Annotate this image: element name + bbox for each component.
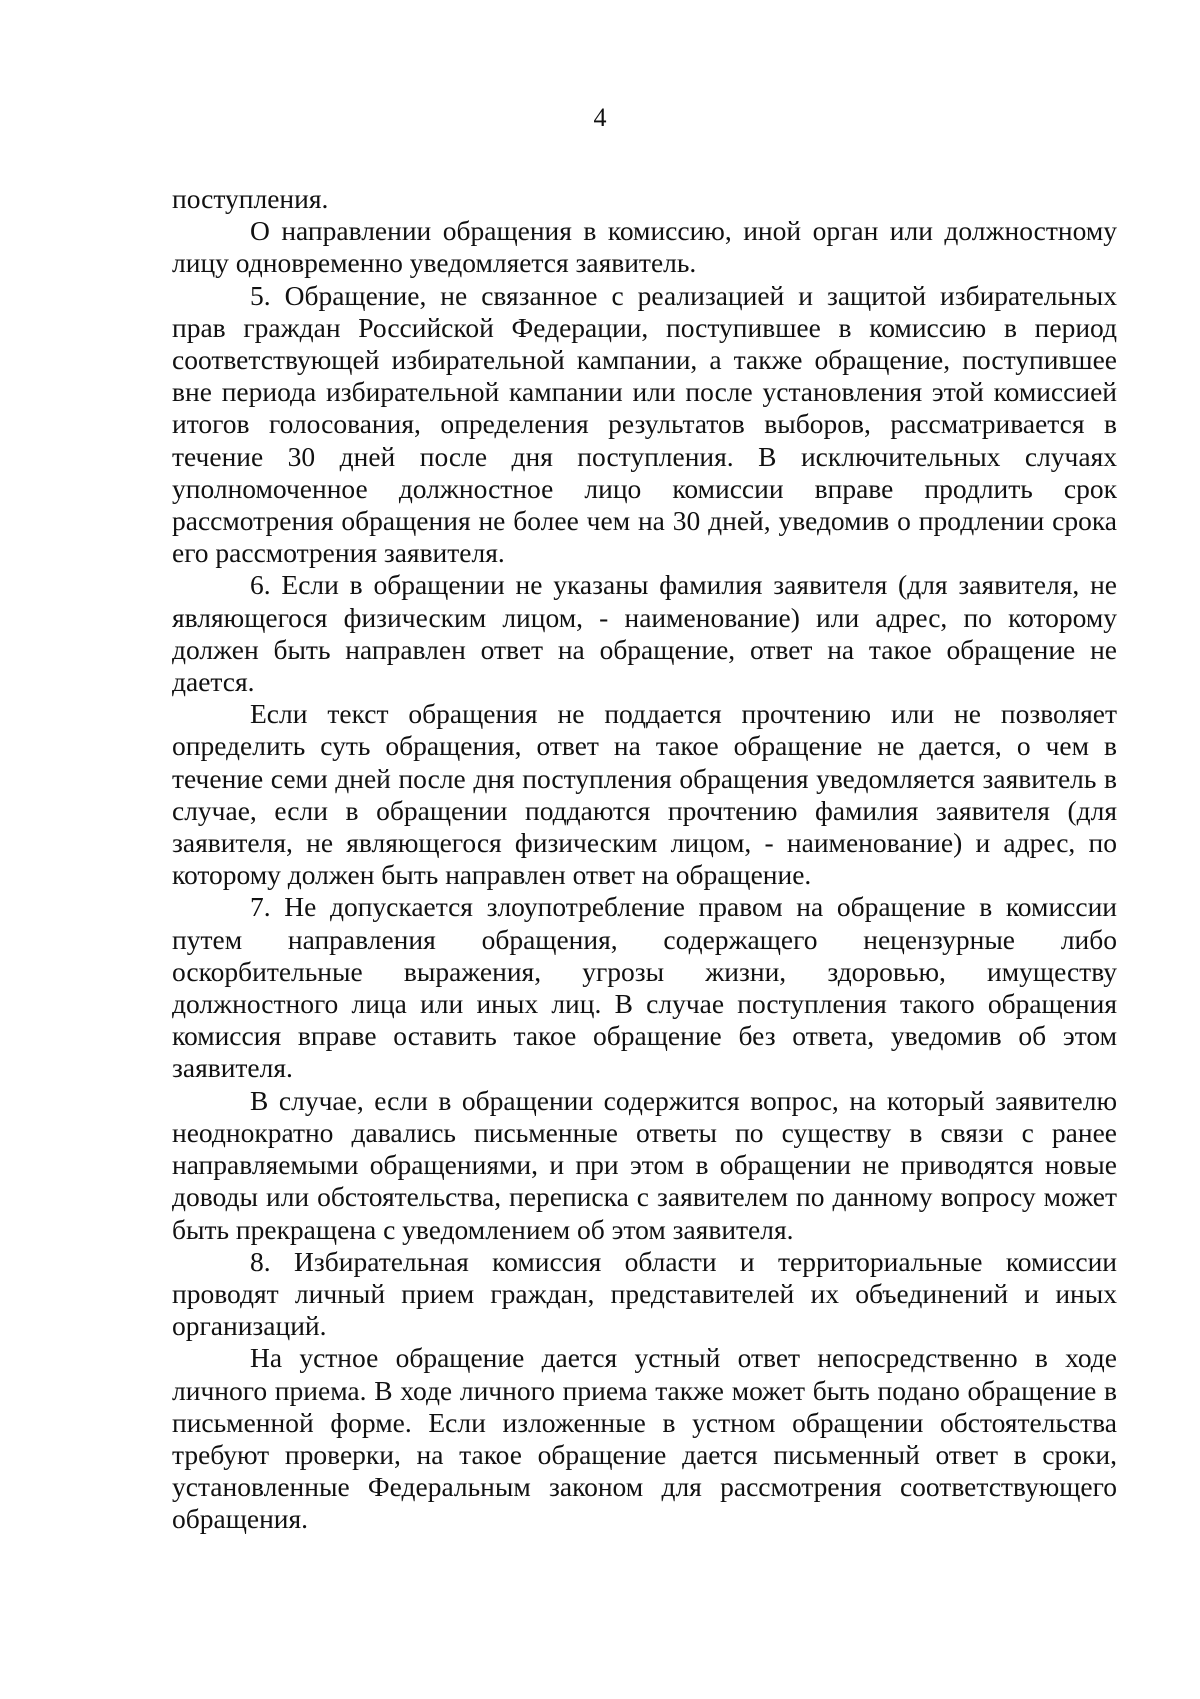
paragraph-9: На устное обращение дается устный ответ непосредственно в ходе личного приема. В ходе личного приема также может быть подано обращение в письменной форме. Если изложенные в устном обращении обстоятельства требуют проверки, на такое обращение дается письменный ответ в сроки, установленные Федеральным законом для рассмотрения соответствующего обращения.: [172, 1342, 1117, 1535]
paragraph-5: Если текст обращения не поддается прочтению или не позволяет определить суть обращения, ответ на такое обращение не дается, о чем в течение семи дней после дня поступления обращения уведомляется заявитель в случае, если в обращении поддаются прочтению фамилия заявителя (для заявителя, не являющегося физическим лицом, - наименование) и адрес, по которому должен быть направлен ответ на обращение.: [172, 698, 1117, 891]
paragraph-1: поступления.: [172, 183, 329, 214]
document-body: [172, 183, 1117, 1536]
page-number: 4: [593, 103, 607, 132]
paragraph-6: 7. Не допускается злоупотребление правом на обращение в комиссии путем направления обращения, содержащего нецензурные либо оскорбительные выражения, угрозы жизни, здоровью, имуществу должностного лица или иных лиц. В случае поступления такого обращения комиссия вправе оставить такое обращение без ответа, уведомив об этом заявителя.: [172, 891, 1117, 1084]
paragraph-4: 6. Если в обращении не указаны фамилия заявителя (для заявителя, не являющегося физическим лицом, - наименование) или адрес, по которому должен быть направлен ответ на обращение, ответ на такое обращение не дается.: [172, 569, 1117, 698]
paragraph-8: 8. Избирательная комиссия области и территориальные комиссии проводят личный прием граждан, представителей их объединений и иных организаций.: [172, 1245, 1117, 1342]
paragraph-2: О направлении обращения в комиссию, иной орган или должностному лицу одновременно уведомляется заявитель.: [172, 215, 1117, 279]
paragraph-3: 5. Обращение, не связанное с реализацией и защитой избирательных прав граждан Российской Федерации, поступившее в комиссию в период соответствующей избирательной кампании, а также обращение, поступившее вне периода избирательной кампании или после установления этой комиссией итогов голосования, определения результатов выборов, рассматривается в течение 30 дней после дня поступления. В исключительных случаях уполномоченное должностное лицо комиссии вправе продлить срок рассмотрения обращения не более чем на 30 дней, уведомив о продлении срока его рассмотрения заявителя.: [172, 279, 1117, 569]
paragraph-7: В случае, если в обращении содержится вопрос, на который заявителю неоднократно давались письменные ответы по существу в связи с ранее направляемыми обращениями, и при этом в обращении не приводятся новые доводы или обстоятельства, переписка с заявителем по данному вопросу может быть прекращена с уведомлением об этом заявителя.: [172, 1084, 1117, 1245]
